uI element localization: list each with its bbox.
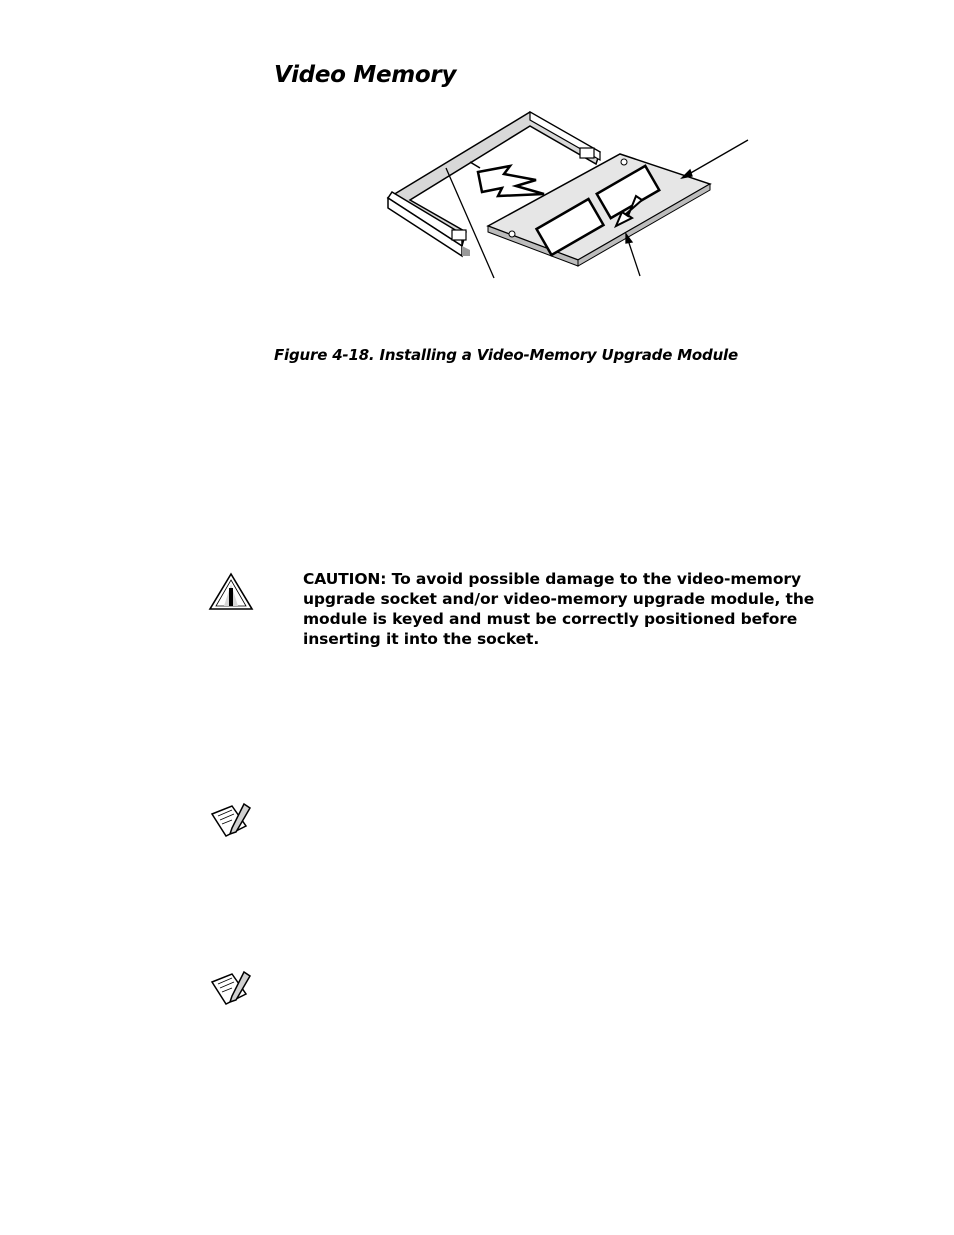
caution-triangle-icon [208,572,254,612]
note-pencil-icon [210,802,252,840]
section-heading: Video Memory [274,62,457,88]
figure-caption: Figure 4-18. Installing a Video-Memory Upgrade Module [274,346,738,364]
caution-text: CAUTION: To avoid possible damage to the video-memory upgrade socket and/or video-memory upgrade module, the module is keyed and must be correctly positioned before inserting it into the socket. [303,570,815,648]
memory-module [488,154,710,266]
note-pencil-icon [210,970,252,1008]
video-memory-module-illustration [370,100,770,300]
insertion-arrow-icon [478,166,544,196]
